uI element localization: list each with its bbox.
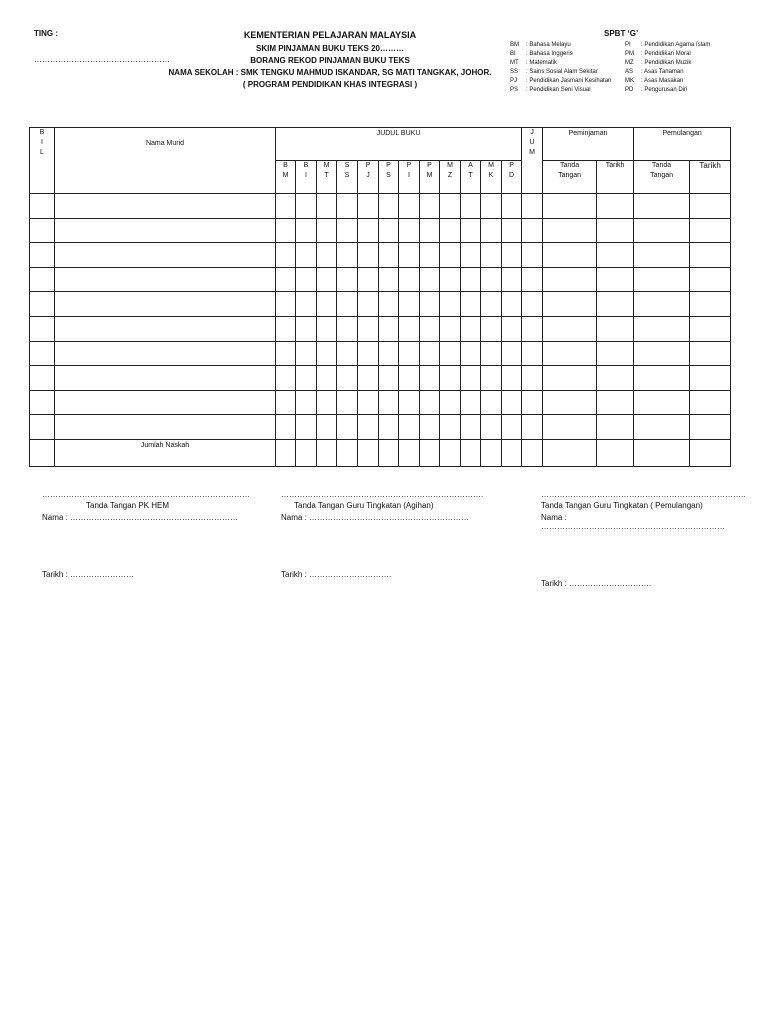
spbt-label: SPBT ‘G’ (604, 29, 639, 38)
table-cell[interactable] (481, 194, 502, 219)
table-cell[interactable] (317, 292, 337, 317)
table-cell[interactable] (461, 341, 481, 366)
table-cell[interactable] (461, 316, 481, 341)
ting-field[interactable]: …………………………………………… (34, 55, 170, 64)
table-cell[interactable] (481, 243, 502, 268)
table-cell[interactable] (30, 267, 55, 292)
table-cell[interactable] (481, 390, 502, 415)
nama-field[interactable]: Nama : …………………………………………………… (281, 513, 470, 522)
table-row (30, 267, 731, 292)
table-cell[interactable] (597, 341, 634, 366)
table-cell[interactable] (317, 194, 337, 219)
table-cell[interactable] (276, 390, 296, 415)
table-cell[interactable] (337, 316, 358, 341)
table-cell[interactable] (379, 366, 399, 391)
program-name: ( PROGRAM PENDIDIKAN KHAS INTEGRASI ) (242, 80, 418, 89)
table-cell[interactable] (543, 390, 597, 415)
table-cell[interactable] (358, 415, 379, 440)
subject-header-bm: B M (276, 161, 296, 194)
table-cell[interactable] (276, 218, 296, 243)
tarikh-field[interactable]: Tarikh : …………………………. (281, 570, 392, 579)
table-cell[interactable] (296, 194, 317, 219)
table-cell[interactable] (502, 194, 522, 219)
table-cell[interactable] (296, 439, 317, 466)
table-cell[interactable] (461, 415, 481, 440)
legend-item: MZ : Pendidikan Muzik (625, 60, 692, 66)
table-cell[interactable] (597, 218, 634, 243)
table-cell[interactable] (420, 218, 440, 243)
table-cell[interactable] (634, 341, 690, 366)
table-cell[interactable] (481, 366, 502, 391)
table-cell[interactable] (440, 194, 461, 219)
school-name: NAMA SEKOLAH : SMK TENGKU MAHMUD ISKANDAR, SG MATI TANGKAK, JOHOR. (168, 68, 492, 77)
table-cell[interactable] (502, 415, 522, 440)
table-cell[interactable] (337, 439, 358, 466)
table-cell[interactable] (461, 366, 481, 391)
table-cell[interactable] (634, 292, 690, 317)
table-cell[interactable] (358, 316, 379, 341)
table-body (30, 194, 731, 467)
table-cell[interactable] (358, 218, 379, 243)
table-row (30, 243, 731, 268)
table-cell[interactable] (55, 243, 276, 268)
table-cell[interactable] (337, 243, 358, 268)
legend-item: MK : Asas Masakan (625, 78, 684, 84)
table-cell[interactable] (634, 218, 690, 243)
table-cell[interactable] (399, 267, 420, 292)
legend-item: PM : Pendidikan Moral (625, 51, 691, 57)
table-cell[interactable] (276, 243, 296, 268)
table-cell[interactable] (337, 415, 358, 440)
table-cell[interactable] (276, 292, 296, 317)
signature-block-pk-hem (42, 490, 252, 579)
legend-item: PI : Pendidikan Agama Islam (625, 42, 711, 48)
table-cell[interactable] (502, 267, 522, 292)
table-cell[interactable] (440, 341, 461, 366)
table-cell[interactable] (317, 341, 337, 366)
table-cell[interactable] (420, 243, 440, 268)
table-cell[interactable] (522, 316, 543, 341)
table-cell[interactable] (543, 218, 597, 243)
table-cell[interactable] (481, 292, 502, 317)
table-cell[interactable] (55, 341, 276, 366)
book-loan-table (29, 127, 731, 467)
table-cell[interactable] (296, 390, 317, 415)
table-cell[interactable] (634, 267, 690, 292)
table-cell[interactable] (55, 415, 276, 440)
table-cell[interactable] (379, 194, 399, 219)
peminjaman-tarikh-header: Tarikh (597, 161, 634, 194)
subject-header-ss: S S (337, 161, 358, 194)
table-cell[interactable] (502, 390, 522, 415)
table-cell[interactable] (420, 341, 440, 366)
table-cell[interactable] (399, 439, 420, 466)
table-cell[interactable] (502, 366, 522, 391)
table-cell[interactable] (481, 316, 502, 341)
table-cell[interactable] (481, 218, 502, 243)
table-cell[interactable] (420, 316, 440, 341)
table-cell[interactable] (379, 243, 399, 268)
table-cell[interactable] (399, 316, 420, 341)
table-row (30, 194, 731, 219)
table-cell[interactable] (634, 439, 690, 466)
table-cell[interactable] (296, 366, 317, 391)
table-cell[interactable] (55, 194, 276, 219)
judul-buku-header: JUDUL BUKU (276, 128, 522, 161)
table-cell[interactable] (296, 415, 317, 440)
subject-header-mk: M K (481, 161, 502, 194)
table-cell[interactable] (522, 218, 543, 243)
table-cell[interactable] (440, 243, 461, 268)
subject-legend-left (510, 41, 611, 95)
table-cell[interactable] (379, 439, 399, 466)
table-cell[interactable] (522, 292, 543, 317)
table-cell[interactable] (358, 366, 379, 391)
table-cell[interactable] (690, 390, 731, 415)
table-cell[interactable] (358, 267, 379, 292)
signature-title: Tanda Tangan Guru Tingkatan ( Pemulangan) (541, 501, 703, 510)
table-cell[interactable] (690, 267, 731, 292)
table-cell[interactable] (317, 243, 337, 268)
legend-item: SS : Sains Sosial Alam Sekitar (510, 69, 598, 75)
table-cell[interactable] (522, 243, 543, 268)
table-cell[interactable] (634, 366, 690, 391)
table-cell[interactable] (55, 218, 276, 243)
form-title: BORANG REKOD PINJAMAN BUKU TEKS (250, 56, 410, 65)
table-cell[interactable] (597, 390, 634, 415)
table-cell[interactable] (690, 194, 731, 219)
legend-item: PJ : Pendidikan Jasmani Kesihatan (510, 78, 612, 84)
table-cell[interactable] (597, 415, 634, 440)
table-cell[interactable] (690, 316, 731, 341)
table-cell[interactable] (690, 243, 731, 268)
table-cell[interactable] (502, 292, 522, 317)
table-cell[interactable] (317, 439, 337, 466)
table-cell[interactable] (502, 341, 522, 366)
table-cell[interactable] (55, 316, 276, 341)
table-cell[interactable] (358, 194, 379, 219)
table-cell[interactable] (522, 194, 543, 219)
table-row (30, 415, 731, 440)
table-cell[interactable] (337, 194, 358, 219)
table-cell[interactable] (337, 341, 358, 366)
table-cell[interactable] (358, 341, 379, 366)
table-cell[interactable] (461, 292, 481, 317)
table-cell[interactable] (379, 218, 399, 243)
table-cell[interactable] (543, 267, 597, 292)
table-cell[interactable] (543, 194, 597, 219)
table-cell[interactable] (461, 194, 481, 219)
table-cell[interactable] (597, 316, 634, 341)
table-cell[interactable] (522, 267, 543, 292)
table-cell[interactable] (379, 390, 399, 415)
table-cell[interactable] (399, 415, 420, 440)
table-cell[interactable] (522, 439, 543, 466)
table-cell[interactable] (399, 243, 420, 268)
legend-item: BM : Bahasa Melayu (510, 42, 571, 48)
table-cell[interactable] (481, 415, 502, 440)
table-cell[interactable] (55, 390, 276, 415)
signature-block-agihan (281, 490, 491, 579)
table-cell[interactable] (522, 341, 543, 366)
table-cell[interactable] (543, 316, 597, 341)
table-cell[interactable] (317, 390, 337, 415)
signature-block-pemulangan (541, 490, 751, 588)
table-cell[interactable] (543, 366, 597, 391)
subject-header-at: A T (461, 161, 481, 194)
table-cell[interactable] (543, 415, 597, 440)
table-cell[interactable] (30, 194, 55, 219)
table-cell[interactable] (399, 218, 420, 243)
table-cell[interactable] (634, 390, 690, 415)
subject-header-ps: P S (379, 161, 399, 194)
table-cell[interactable] (597, 194, 634, 219)
table-cell[interactable] (690, 218, 731, 243)
table-cell[interactable] (481, 341, 502, 366)
table-cell[interactable] (30, 243, 55, 268)
table-cell[interactable] (543, 439, 597, 466)
table-cell[interactable] (440, 316, 461, 341)
table-cell[interactable] (440, 390, 461, 415)
table-row (30, 316, 731, 341)
table-cell[interactable] (317, 316, 337, 341)
table-cell[interactable] (461, 243, 481, 268)
tarikh-field[interactable]: Tarikh : …………………… (42, 570, 135, 579)
table-cell[interactable] (461, 267, 481, 292)
table-cell[interactable] (276, 341, 296, 366)
table-cell[interactable] (690, 439, 731, 466)
subject-header-bi: B I (296, 161, 317, 194)
table-cell[interactable] (634, 194, 690, 219)
signature-line[interactable]: …………………………………………………………………. (281, 490, 484, 499)
table-cell[interactable] (30, 316, 55, 341)
subject-header-mz: M Z (440, 161, 461, 194)
document-title: KEMENTERIAN PELAJARAN MALAYSIA (243, 30, 417, 40)
table-cell[interactable] (30, 292, 55, 317)
table-cell[interactable] (502, 218, 522, 243)
table-cell[interactable] (317, 218, 337, 243)
signature-line[interactable]: …………………………………………………………………… (42, 490, 250, 499)
table-cell[interactable] (276, 439, 296, 466)
legend-item: BI : Bahasa Inggeris (510, 51, 573, 57)
table-cell[interactable] (317, 366, 337, 391)
table-cell[interactable] (296, 218, 317, 243)
table-cell[interactable] (276, 415, 296, 440)
table-cell[interactable] (634, 415, 690, 440)
table-cell[interactable] (55, 366, 276, 391)
table-cell[interactable] (379, 415, 399, 440)
table-cell[interactable] (420, 390, 440, 415)
table-cell[interactable] (379, 341, 399, 366)
table-cell[interactable] (420, 292, 440, 317)
table-cell[interactable] (690, 292, 731, 317)
table-cell[interactable] (597, 366, 634, 391)
subject-header-pj: P J (358, 161, 379, 194)
subject-header-pd: P D (502, 161, 522, 194)
table-cell[interactable] (420, 267, 440, 292)
table-cell[interactable] (502, 316, 522, 341)
table-cell[interactable] (276, 267, 296, 292)
table-cell[interactable] (440, 218, 461, 243)
table-cell[interactable] (420, 194, 440, 219)
table-cell[interactable] (399, 390, 420, 415)
legend-item: MT : Matematik (510, 60, 558, 66)
table-cell[interactable] (337, 366, 358, 391)
nama-field[interactable]: Nama : ……………………………………………………… (42, 513, 239, 522)
subject-legend-right (625, 41, 710, 95)
bil-header: B I L (30, 128, 55, 194)
table-cell[interactable] (55, 267, 276, 292)
table-cell[interactable] (358, 439, 379, 466)
table-cell[interactable] (399, 366, 420, 391)
table-cell[interactable] (30, 390, 55, 415)
pemulangan-tarikh-header: Tarikh (690, 161, 731, 194)
table-cell[interactable] (358, 292, 379, 317)
signature-title: Tanda Tangan Guru Tingkatan (Agihan) (294, 501, 434, 510)
scheme-line: SKIM PINJAMAN BUKU TEKS 20……… (255, 44, 404, 53)
table-cell[interactable] (379, 316, 399, 341)
table-cell[interactable] (337, 267, 358, 292)
table-cell[interactable] (543, 243, 597, 268)
table-row (30, 292, 731, 317)
jumlah-naskah-label: Jumlah Naskah (55, 439, 276, 466)
table-cell[interactable] (358, 390, 379, 415)
table-cell[interactable] (399, 194, 420, 219)
subject-header-mt: M T (317, 161, 337, 194)
table-cell[interactable] (296, 341, 317, 366)
table-cell[interactable] (543, 292, 597, 317)
table-cell[interactable] (634, 316, 690, 341)
table-cell[interactable] (461, 218, 481, 243)
legend-item: PD : Pengurusan Diri (625, 87, 688, 93)
table-cell[interactable] (522, 390, 543, 415)
table-cell[interactable] (296, 316, 317, 341)
table-cell[interactable] (296, 267, 317, 292)
table-cell[interactable] (522, 415, 543, 440)
pemulangan-tanda-tangan-header: Tanda Tangan (634, 161, 690, 194)
table-row (30, 390, 731, 415)
table-cell[interactable] (276, 316, 296, 341)
table-cell[interactable] (522, 366, 543, 391)
table-cell[interactable] (440, 439, 461, 466)
table-cell[interactable] (420, 415, 440, 440)
subject-header-pm: P M (420, 161, 440, 194)
table-cell[interactable] (337, 390, 358, 415)
table-cell[interactable] (690, 366, 731, 391)
table-cell[interactable] (597, 439, 634, 466)
table-cell[interactable] (358, 243, 379, 268)
legend-item: AS : Asas Tanaman (625, 69, 684, 75)
peminjaman-header: Peminjaman (543, 128, 634, 161)
table-cell[interactable] (420, 366, 440, 391)
peminjaman-tanda-tangan-header: Tanda Tangan (543, 161, 597, 194)
table-cell[interactable] (379, 267, 399, 292)
jum-header: J U M (522, 128, 543, 194)
table-row (30, 341, 731, 366)
table-cell[interactable] (337, 292, 358, 317)
table-cell[interactable] (543, 341, 597, 366)
table-cell[interactable] (597, 267, 634, 292)
table-cell[interactable] (597, 243, 634, 268)
table-cell[interactable] (481, 267, 502, 292)
table-cell[interactable] (317, 267, 337, 292)
signature-title: Tanda Tangan PK HEM (86, 501, 170, 510)
table-cell[interactable] (296, 243, 317, 268)
table-cell[interactable] (30, 415, 55, 440)
nama-murid-header: Nama Murid (55, 128, 276, 194)
table-cell[interactable] (690, 415, 731, 440)
table-cell[interactable] (317, 415, 337, 440)
table-cell[interactable] (276, 194, 296, 219)
tarikh-field[interactable]: Tarikh : …………………………. (541, 579, 652, 588)
table-cell[interactable] (502, 439, 522, 466)
table-cell[interactable] (337, 218, 358, 243)
table-row (30, 218, 731, 243)
table-cell[interactable] (420, 439, 440, 466)
table-cell[interactable] (440, 366, 461, 391)
nama-field[interactable]: Nama : …………………………………………………………… (541, 513, 725, 531)
table-cell[interactable] (399, 341, 420, 366)
table-cell[interactable] (440, 415, 461, 440)
table-cell[interactable] (481, 439, 502, 466)
table-cell[interactable] (30, 341, 55, 366)
table-cell[interactable] (379, 292, 399, 317)
table-cell[interactable] (55, 292, 276, 317)
table-cell[interactable] (30, 439, 55, 466)
ting-label: TING : (34, 29, 58, 38)
table-cell[interactable] (296, 292, 317, 317)
table-cell[interactable] (634, 243, 690, 268)
table-cell[interactable] (597, 292, 634, 317)
table-cell[interactable] (502, 243, 522, 268)
table-cell[interactable] (276, 366, 296, 391)
jumlah-naskah-row (30, 439, 731, 466)
signature-line[interactable]: ………………………………………………………………….. (541, 490, 746, 499)
subject-header-pi: P I (399, 161, 420, 194)
table-cell[interactable] (461, 439, 481, 466)
table-cell[interactable] (399, 292, 420, 317)
table-cell[interactable] (440, 292, 461, 317)
pemulangan-header: Pemulangan (634, 128, 731, 161)
table-cell[interactable] (461, 390, 481, 415)
table-cell[interactable] (30, 366, 55, 391)
table-cell[interactable] (30, 218, 55, 243)
table-cell[interactable] (440, 267, 461, 292)
legend-item: PS : Pendidikan Seni Visual (510, 87, 591, 93)
table-row (30, 366, 731, 391)
table-cell[interactable] (690, 341, 731, 366)
